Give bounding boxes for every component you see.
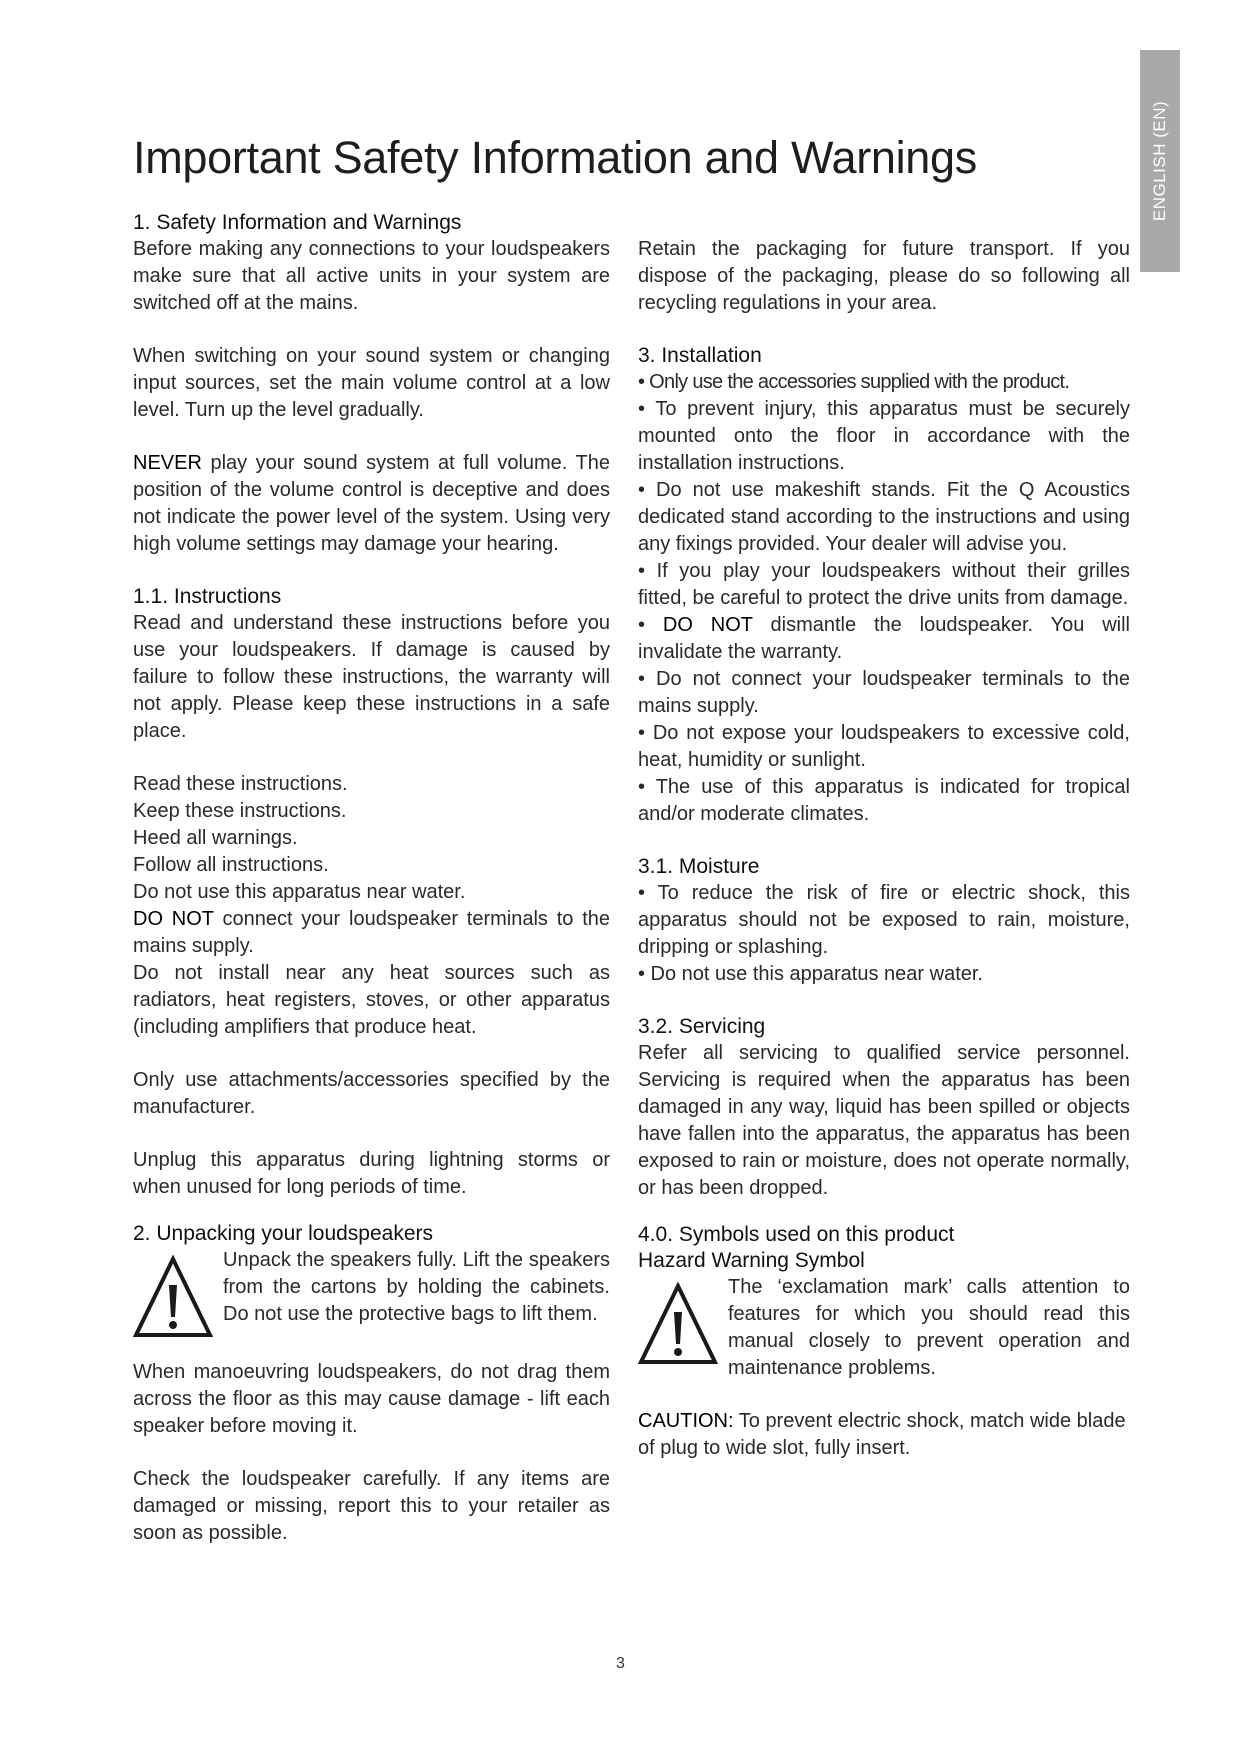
section-1-heading: 1. Safety Information and Warnings	[133, 211, 462, 234]
instruction-list-item: Follow all instructions.	[133, 854, 329, 876]
installation-bullet: • Do not expose your loudspeakers to excessive cold, heat, humidity or sunlight.	[638, 722, 1130, 771]
caution-paragraph	[638, 1408, 1130, 1462]
section-2-paragraph-2: When manoeuvring loudspeakers, do not drag them across the floor as this may cause damage - lift each speaker before moving it.	[133, 1361, 610, 1437]
section-3-2-heading: 3.2. Servicing	[638, 1015, 766, 1038]
installation-bullet: • Do not use makeshift stands. Fit the Q Acoustics dedicated stand according to the instructions and using any fixings provided. Your dealer will advise you.	[638, 479, 1130, 555]
section-2-heading: 2. Unpacking your loudspeakers	[133, 1222, 434, 1245]
installation-bullet: • To prevent injury, this apparatus must be securely mounted onto the floor in accordance with the installation instructions.	[638, 398, 1130, 474]
installation-bullet: • If you play your loudspeakers without their grilles fitted, be careful to protect the drive units from damage.	[638, 560, 1130, 609]
do-not-emphasis: DO NOT	[133, 908, 214, 930]
section-2-paragraph-3: Check the loudspeaker carefully. If any items are damaged or missing, report this to your retailer as soon as possible.	[133, 1468, 610, 1544]
section-1-1-paragraph-1: Read and understand these instructions before you use your loudspeakers. If damage is caused by failure to follow these instructions, the warranty will not apply. Please keep these instructions in a safe place.	[133, 612, 610, 742]
servicing-paragraph: Refer all servicing to qualified service personnel. Servicing is required when the apparatus has been damaged in any way, liquid has been spilled or objects have fallen into the apparatus, the apparatus has been exposed to rain or moisture, does not operate normally, or has been dropped.	[638, 1042, 1130, 1199]
warning-triangle-icon	[133, 1255, 213, 1339]
unpacking-warning-row	[133, 1247, 610, 1339]
moisture-bullet: • To reduce the risk of fire or electric shock, this apparatus should not be exposed to rain, moisture, dripping or splashing.	[638, 882, 1130, 958]
section-1-1-paragraph-3: Unplug this apparatus during lightning storms or when unused for long periods of time.	[133, 1149, 610, 1198]
hazard-warning-subheading: Hazard Warning Symbol	[638, 1249, 865, 1272]
left-column	[133, 210, 610, 1547]
section-1-paragraph-3	[133, 450, 610, 558]
hazard-symbol-description: The ‘exclamation mark’ calls attention to features for which you should read this manual closely to prevent operation and maintenance problems.	[728, 1276, 1130, 1379]
caution-label: CAUTION:	[638, 1410, 734, 1432]
installation-bullet	[638, 612, 1130, 666]
instruction-list-item: Keep these instructions.	[133, 800, 347, 822]
section-3-1-heading: 3.1. Moisture	[638, 855, 760, 878]
section-1-1-paragraph-2: Only use attachments/accessories specified by the manufacturer.	[133, 1069, 610, 1118]
installation-bullet: • Only use the accessories supplied with the product.	[638, 371, 1070, 393]
instruction-list-item: Do not install near any heat sources such as radiators, heat registers, stoves, or other apparatus (including amplifiers that produce heat.	[133, 962, 610, 1038]
section-1-paragraph-3-text: play your sound system at full volume. The position of the volume control is deceptive and does not indicate the power level of the system. Using very high volume settings may damage your hearing.	[133, 452, 610, 555]
installation-bullet: • The use of this apparatus is indicated for tropical and/or moderate climates.	[638, 776, 1130, 825]
right-column	[638, 210, 1130, 1462]
instruction-list-item: Read these instructions.	[133, 773, 348, 795]
section-1-paragraph-1: Before making any connections to your loudspeakers make sure that all active units in your system are switched off at the mains.	[133, 238, 610, 314]
instruction-list-item: Do not use this apparatus near water.	[133, 881, 466, 903]
section-1-1-heading: 1.1. Instructions	[133, 585, 282, 608]
instruction-list-item-text: connect your loudspeaker terminals to the mains supply.	[133, 908, 610, 957]
page-title: Important Safety Information and Warnings	[133, 132, 977, 183]
section-4-heading: 4.0. Symbols used on this product	[638, 1223, 955, 1246]
language-tab-label: ENGLISH (EN)	[1150, 100, 1169, 222]
language-tab	[1140, 50, 1180, 272]
moisture-bullet: • Do not use this apparatus near water.	[638, 963, 983, 985]
section-2-paragraph-1: Unpack the speakers fully. Lift the speakers from the cartons by holding the cabinets. Do not use the protective bags to lift them.	[223, 1249, 610, 1325]
installation-bullet: • Do not connect your loudspeaker terminals to the mains supply.	[638, 668, 1130, 717]
never-emphasis: NEVER	[133, 452, 202, 474]
installation-bullet-prefix: •	[638, 614, 663, 636]
instruction-list-item: Heed all warnings.	[133, 827, 298, 849]
do-not-emphasis: DO NOT	[662, 614, 753, 636]
hazard-symbol-row	[638, 1274, 1130, 1382]
caution-text: To prevent electric shock, match wide blade of plug to wide slot, fully insert.	[638, 1410, 1126, 1459]
section-3-heading: 3. Installation	[638, 344, 762, 367]
section-1-paragraph-2: When switching on your sound system or changing input sources, set the main volume control at a low level. Turn up the level gradually.	[133, 345, 610, 421]
instruction-list-item	[133, 906, 610, 960]
installation-bullet-text: dismantle the loudspeaker. You will invalidate the warranty.	[638, 614, 1130, 663]
section-2-paragraph-4: Retain the packaging for future transport. If you dispose of the packaging, please do so following all recycling regulations in your area.	[638, 238, 1130, 314]
page-number: 3	[616, 1655, 625, 1672]
warning-triangle-icon	[638, 1282, 718, 1366]
